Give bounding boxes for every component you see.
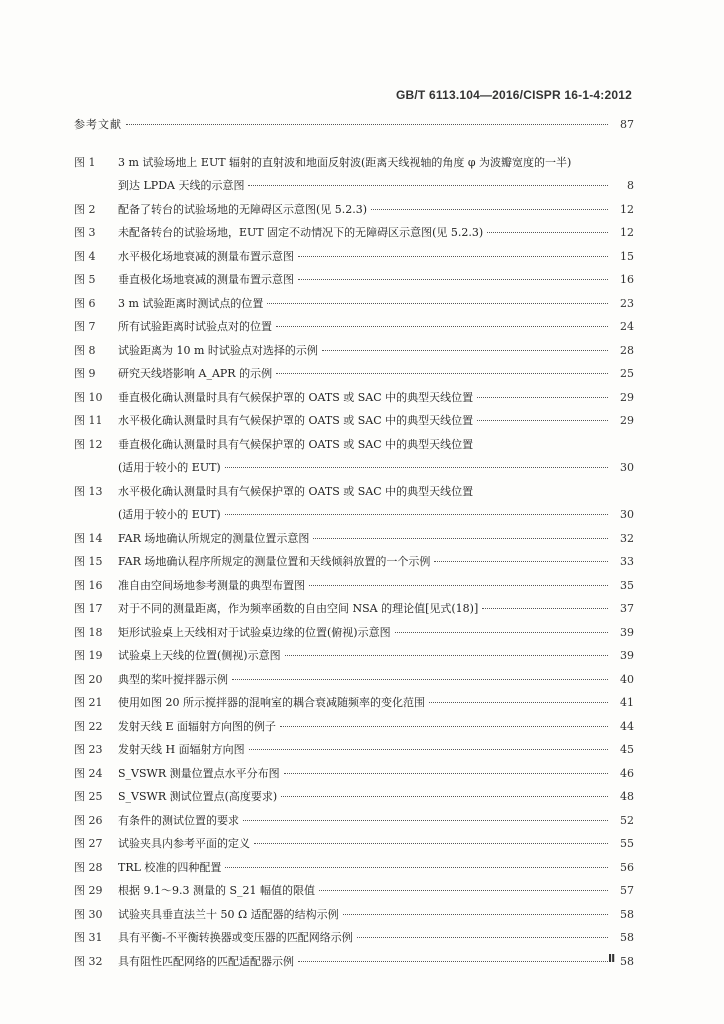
toc-figure-page: 57 xyxy=(620,884,634,897)
toc-figure-page: 29 xyxy=(620,414,634,427)
toc-figure-number: 图 5 xyxy=(74,273,96,286)
toc-figure-title: S_VSWR 测试位置点(高度要求) xyxy=(118,790,278,803)
toc-figure-entry xyxy=(74,790,634,814)
document-header: GB/T 6113.104—2016/CISPR 16-1-4:2012 xyxy=(395,88,632,102)
toc-figure-page: 39 xyxy=(620,625,634,639)
toc-figure-page: 58 xyxy=(620,907,634,921)
toc-figure-title: 垂直极化场地衰减的测量布置示意图 xyxy=(118,273,294,286)
toc-figure-title: 具有阻性匹配网络的匹配适配器示例 xyxy=(118,954,294,968)
dot-leader xyxy=(285,655,608,656)
toc-figure-title: FAR 场地确认程序所规定的测量位置和天线倾斜放置的一个示例 xyxy=(118,555,431,568)
toc-figure-entry xyxy=(74,720,634,744)
dot-leader xyxy=(477,420,608,421)
toc-figure-entry xyxy=(74,602,634,626)
toc-figure-entry xyxy=(74,344,634,368)
toc-figure-title: S_VSWR 测量位置点水平分布图 xyxy=(118,766,280,780)
dot-leader xyxy=(434,561,608,562)
toc-figure-title: 对于不同的测量距离，作为频率函数的自由空间 NSA 的理论值[见式(18)] xyxy=(118,602,479,615)
toc-figure-title: 3 m 试验距离时测试点的位置 xyxy=(118,296,264,310)
toc-figure-number: 图 2 xyxy=(74,202,96,216)
toc-figure-entry xyxy=(74,626,634,650)
toc-figure-page: 39 xyxy=(620,649,634,662)
toc-figure-entry xyxy=(74,884,634,908)
toc-figure-page: 16 xyxy=(620,273,634,286)
toc-figure-number: 图 28 xyxy=(74,860,103,874)
toc-reference-entry xyxy=(74,118,634,142)
dot-leader xyxy=(322,350,608,351)
toc-figure-page: 28 xyxy=(620,343,634,357)
toc-figure-entry xyxy=(74,579,634,603)
toc-figure-entry xyxy=(74,649,634,673)
toc-figure-title: 未配备转台的试验场地，EUT 固定不动情况下的无障碍区示意图(见 5.2.3) xyxy=(118,226,484,239)
toc-figure-page: 24 xyxy=(620,320,634,333)
toc-figure-number: 图 17 xyxy=(74,602,103,615)
toc-figure-title: 矩形试验桌上天线相对于试验桌边缘的位置(俯视)示意图 xyxy=(118,625,391,639)
toc-figure-page: 15 xyxy=(620,249,634,263)
toc-figure-number: 图 15 xyxy=(74,555,103,568)
dot-leader xyxy=(276,326,608,327)
toc-figure-number: 图 27 xyxy=(74,837,103,850)
toc-figure-number: 图 16 xyxy=(74,578,103,592)
toc-entry-title: 参考文献 xyxy=(74,118,122,131)
toc-figure-number: 图 29 xyxy=(74,884,103,897)
toc-figure-page: 45 xyxy=(620,743,634,756)
toc-figure-number: 图 24 xyxy=(74,766,103,780)
dot-leader xyxy=(313,538,608,539)
dot-leader xyxy=(284,773,608,774)
toc-figure-number: 图 22 xyxy=(74,719,103,733)
toc-figure-title: 垂直极化确认测量时具有气候保护罩的 OATS 或 SAC 中的典型天线位置 xyxy=(118,390,474,404)
toc-figure-title: 根据 9.1～9.3 测量的 S_21 幅值的限值 xyxy=(118,884,316,897)
toc-figure-entry xyxy=(74,203,634,227)
toc-figure-title: TRL 校准的四种配置 xyxy=(118,860,222,874)
dot-leader xyxy=(249,749,608,750)
toc-figure-title: FAR 场地确认所规定的测量位置示意图 xyxy=(118,531,310,545)
toc-figure-page: 30 xyxy=(620,508,634,521)
toc-figure-title: 发射天线 H 面辐射方向图 xyxy=(118,743,245,756)
toc-figure-entry xyxy=(74,532,634,556)
toc-figure-entry xyxy=(74,931,634,955)
dot-leader xyxy=(254,843,608,844)
dot-leader xyxy=(225,467,608,468)
dot-leader xyxy=(298,279,608,280)
toc-figure-number: 图 20 xyxy=(74,672,103,686)
toc-figure-number: 图 7 xyxy=(74,320,96,333)
toc-figure-page: 55 xyxy=(620,837,634,850)
dot-leader xyxy=(276,373,608,374)
toc-figure-title: 使用如图 20 所示搅拌器的混响室的耦合衰减随频率的变化范围 xyxy=(118,696,425,709)
toc-figure-page: 32 xyxy=(620,531,634,545)
toc-figure-page: 37 xyxy=(620,602,634,615)
toc-figure-title: 试验夹具垂直法兰十 50 Ω 适配器的结构示例 xyxy=(118,907,339,921)
toc-figure-entry xyxy=(74,955,634,979)
toc-figure-entry xyxy=(74,438,634,485)
toc-figure-entry xyxy=(74,414,634,438)
toc-figure-entry xyxy=(74,837,634,861)
toc-figure-entry xyxy=(74,908,634,932)
toc-figure-page: 29 xyxy=(620,390,634,404)
toc-figure-page: 33 xyxy=(620,555,634,568)
toc-figure-page: 58 xyxy=(620,931,634,944)
toc-figure-title: (适用于较小的 EUT) xyxy=(118,461,221,474)
toc-figure-title: 3 m 试验场地上 EUT 辐射的直射波和地面反射波(距离天线视轴的角度 φ 为波瓣宽度的一半) xyxy=(118,155,572,169)
toc-figure-number: 图 31 xyxy=(74,931,103,944)
dot-leader xyxy=(343,914,608,915)
toc-figure-title: 到达 LPDA 天线的示意图 xyxy=(118,179,245,192)
toc-figure-entry xyxy=(74,226,634,250)
toc-figure-entry xyxy=(74,320,634,344)
dot-leader xyxy=(281,796,608,797)
dot-leader xyxy=(243,820,608,821)
toc-figure-number: 图 12 xyxy=(74,437,103,451)
toc-figure-page: 46 xyxy=(620,766,634,780)
toc-figure-number: 图 9 xyxy=(74,367,96,380)
toc-figure-entry xyxy=(74,485,634,532)
toc-figure-number: 图 19 xyxy=(74,649,103,662)
toc-figure-number: 图 26 xyxy=(74,813,103,827)
toc-figure-title: 研究天线塔影响 A_APR 的示例 xyxy=(118,367,273,380)
toc-figure-page: 12 xyxy=(620,226,634,239)
toc-figure-page: 48 xyxy=(620,790,634,803)
toc-figure-title: 有条件的测试位置的要求 xyxy=(118,813,239,827)
toc-figure-number: 图 1 xyxy=(74,155,96,169)
toc-figure-page: 35 xyxy=(620,578,634,592)
toc-figure-page: 58 xyxy=(620,954,634,968)
toc-figure-title: 典型的桨叶搅拌器示例 xyxy=(118,672,228,686)
toc-figure-number: 图 18 xyxy=(74,625,103,639)
dot-leader xyxy=(371,209,608,210)
toc-figure-entry xyxy=(74,367,634,391)
toc-figure-page: 25 xyxy=(620,367,634,380)
dot-leader xyxy=(357,937,608,938)
toc-figure-entry xyxy=(74,297,634,321)
dot-leader xyxy=(225,867,608,868)
toc-figure-entry xyxy=(74,673,634,697)
toc-figure-entry xyxy=(74,391,634,415)
toc-figure-title: 发射天线 E 面辐射方向图的例子 xyxy=(118,719,277,733)
toc-figure-entry xyxy=(74,861,634,885)
toc-figure-number: 图 14 xyxy=(74,531,103,545)
toc-figure-entry xyxy=(74,555,634,579)
toc-figure-title: 水平极化确认测量时具有气候保护罩的 OATS 或 SAC 中的典型天线位置 xyxy=(118,414,474,427)
toc-figure-number: 图 8 xyxy=(74,343,96,357)
toc-figure-title: 所有试验距离时试验点对的位置 xyxy=(118,320,272,333)
toc-figure-entry xyxy=(74,767,634,791)
dot-leader xyxy=(429,702,608,703)
toc-figure-page: 8 xyxy=(627,179,634,192)
dot-leader xyxy=(395,632,608,633)
dot-leader xyxy=(280,726,608,727)
dot-leader xyxy=(319,890,608,891)
toc-figure-entry xyxy=(74,250,634,274)
toc-figure-title: 试验夹具内参考平面的定义 xyxy=(118,837,250,850)
dot-leader xyxy=(267,303,608,304)
table-of-contents xyxy=(74,118,634,978)
toc-figure-entry xyxy=(74,156,634,203)
toc-figure-number: 图 30 xyxy=(74,907,103,921)
toc-figure-number: 图 6 xyxy=(74,296,96,310)
toc-figure-title: 具有平衡-不平衡转换器或变压器的匹配网络示例 xyxy=(118,931,353,944)
toc-figure-entry xyxy=(74,743,634,767)
toc-figure-title: 配备了转台的试验场地的无障碍区示意图(见 5.2.3) xyxy=(118,202,368,216)
dot-leader xyxy=(482,608,608,609)
toc-figure-page: 23 xyxy=(620,296,634,310)
toc-figure-title: 垂直极化确认测量时具有气候保护罩的 OATS 或 SAC 中的典型天线位置 xyxy=(118,437,474,451)
dot-leader xyxy=(225,514,608,515)
toc-figure-number: 图 3 xyxy=(74,226,96,239)
toc-entry-page: 87 xyxy=(620,118,634,131)
toc-figure-page: 44 xyxy=(620,719,634,733)
toc-figure-number: 图 23 xyxy=(74,743,103,756)
dot-leader xyxy=(298,256,608,257)
dot-leader xyxy=(126,124,608,125)
toc-figure-entry xyxy=(74,273,634,297)
toc-figure-page: 30 xyxy=(620,461,634,474)
dot-leader xyxy=(248,185,608,186)
toc-figure-number: 图 32 xyxy=(74,954,103,968)
toc-figure-number: 图 13 xyxy=(74,484,103,498)
toc-figure-title: 试验桌上天线的位置(侧视)示意图 xyxy=(118,649,281,662)
toc-figure-title: 准自由空间场地参考测量的典型布置图 xyxy=(118,578,305,592)
toc-figure-title: (适用于较小的 EUT) xyxy=(118,508,221,521)
toc-figure-title: 水平极化场地衰减的测量布置示意图 xyxy=(118,249,294,263)
toc-figure-number: 图 25 xyxy=(74,790,103,803)
toc-figure-number: 图 21 xyxy=(74,696,103,709)
dot-leader xyxy=(487,232,608,233)
toc-figure-page: 41 xyxy=(620,696,634,709)
toc-figure-number: 图 11 xyxy=(74,414,103,427)
page-number: Ⅱ xyxy=(608,952,616,965)
dot-leader xyxy=(298,961,608,962)
toc-figure-page: 12 xyxy=(620,202,634,216)
toc-figure-title: 水平极化确认测量时具有气候保护罩的 OATS 或 SAC 中的典型天线位置 xyxy=(118,484,474,498)
toc-figure-entry xyxy=(74,814,634,838)
toc-figure-page: 52 xyxy=(620,813,634,827)
dot-leader xyxy=(477,397,608,398)
dot-leader xyxy=(232,679,608,680)
figure-list xyxy=(74,156,634,979)
toc-figure-entry xyxy=(74,696,634,720)
toc-figure-number: 图 10 xyxy=(74,390,103,404)
toc-figure-title: 试验距离为 10 m 时试验点对选择的示例 xyxy=(118,343,318,357)
toc-figure-page: 40 xyxy=(620,672,634,686)
dot-leader xyxy=(309,585,608,586)
toc-figure-page: 56 xyxy=(620,860,634,874)
toc-figure-number: 图 4 xyxy=(74,249,96,263)
